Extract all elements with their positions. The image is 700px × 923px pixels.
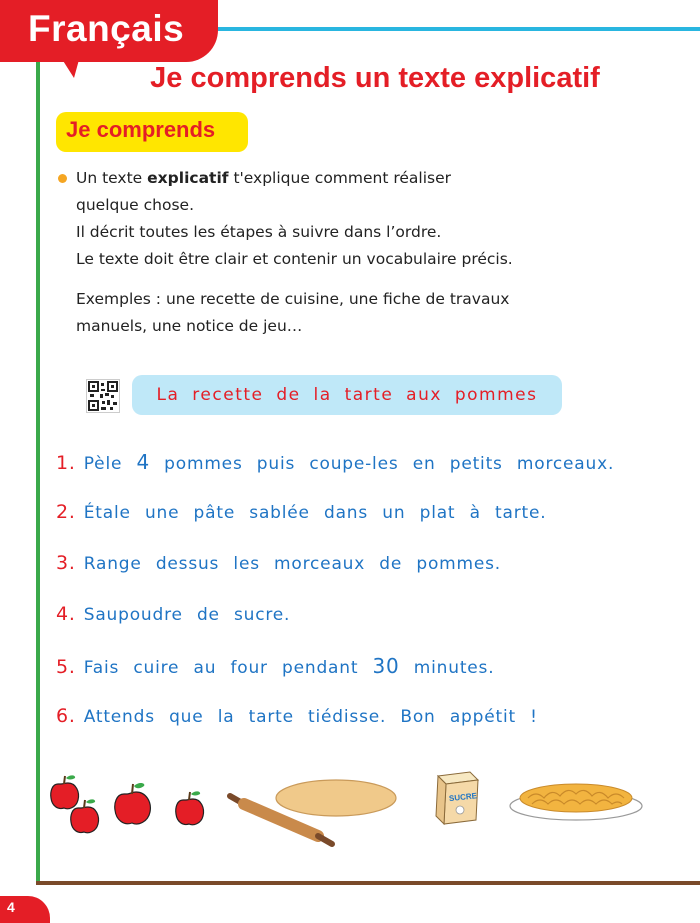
sugar-label: SUCRE [448, 791, 478, 804]
section-label: Je comprends [66, 117, 216, 142]
explanation-line-4: Le texte doit être clair et contenir un vocabulaire précis. [76, 250, 513, 268]
examples-line-1: Exemples : une recette de cuisine, une fiche de travaux [76, 290, 510, 308]
step-text: pommes puis coupe-les en petits morceaux. [149, 454, 615, 474]
recipe-title: La recette de la tarte aux pommes [156, 385, 538, 405]
top-divider [190, 27, 700, 31]
recipe-step-5 [56, 654, 494, 678]
apple-tart-icon [506, 776, 648, 826]
step-number: 6. [56, 705, 76, 727]
bottom-divider [36, 881, 700, 885]
step-number: 4. [56, 603, 76, 625]
step-text: Attends que la tarte tiédisse. Bon appétit ! [83, 707, 538, 727]
bullet-icon [58, 174, 67, 183]
apple-icon [115, 783, 151, 824]
step-number: 3. [56, 552, 76, 574]
step-text: minutes. [399, 658, 495, 678]
apple-icon [51, 775, 79, 808]
explanation-line-3: Il décrit toutes les étapes à suivre dans l’ordre. [76, 223, 442, 241]
explanation-line-2: quelque chose. [76, 196, 194, 214]
explanation-text: t'explique comment réaliser [228, 169, 452, 187]
dough-icon [272, 776, 402, 824]
step-text: Étale une pâte sablée dans un plat à tarte. [83, 503, 547, 523]
recipe-step-4 [56, 603, 290, 625]
explanation-line-1 [76, 169, 451, 187]
step-text: Range dessus les morceaux de pommes. [83, 554, 501, 574]
step-text: Fais cuire au four pendant [83, 658, 373, 678]
examples-line-2: manuels, une notice de jeu… [76, 317, 303, 335]
step-text: Pèle [83, 454, 137, 474]
recipe-step-2 [56, 501, 546, 523]
recipe-step-3 [56, 552, 501, 574]
sugar-box-icon [430, 766, 486, 828]
step-text: Saupoudre de sucre. [83, 605, 291, 625]
step-number: 2. [56, 501, 76, 523]
left-margin-line [36, 30, 40, 885]
step-duration: 30 [372, 654, 400, 678]
step-number: 1. [56, 452, 76, 474]
recipe-step-6 [56, 705, 538, 727]
apple-icon [176, 791, 204, 824]
explanation-keyword: explicatif [147, 169, 229, 187]
page-number: 4 [7, 899, 15, 915]
subject-label: Français [28, 8, 185, 49]
explanation-text: Un texte [76, 169, 148, 187]
recipe-step-1 [56, 450, 614, 474]
step-quantity: 4 [136, 450, 150, 474]
step-number: 5. [56, 656, 76, 678]
qr-code-icon[interactable] [86, 379, 120, 413]
page-title: Je comprends un texte explicatif [150, 62, 600, 94]
apples-illustration [48, 768, 228, 848]
